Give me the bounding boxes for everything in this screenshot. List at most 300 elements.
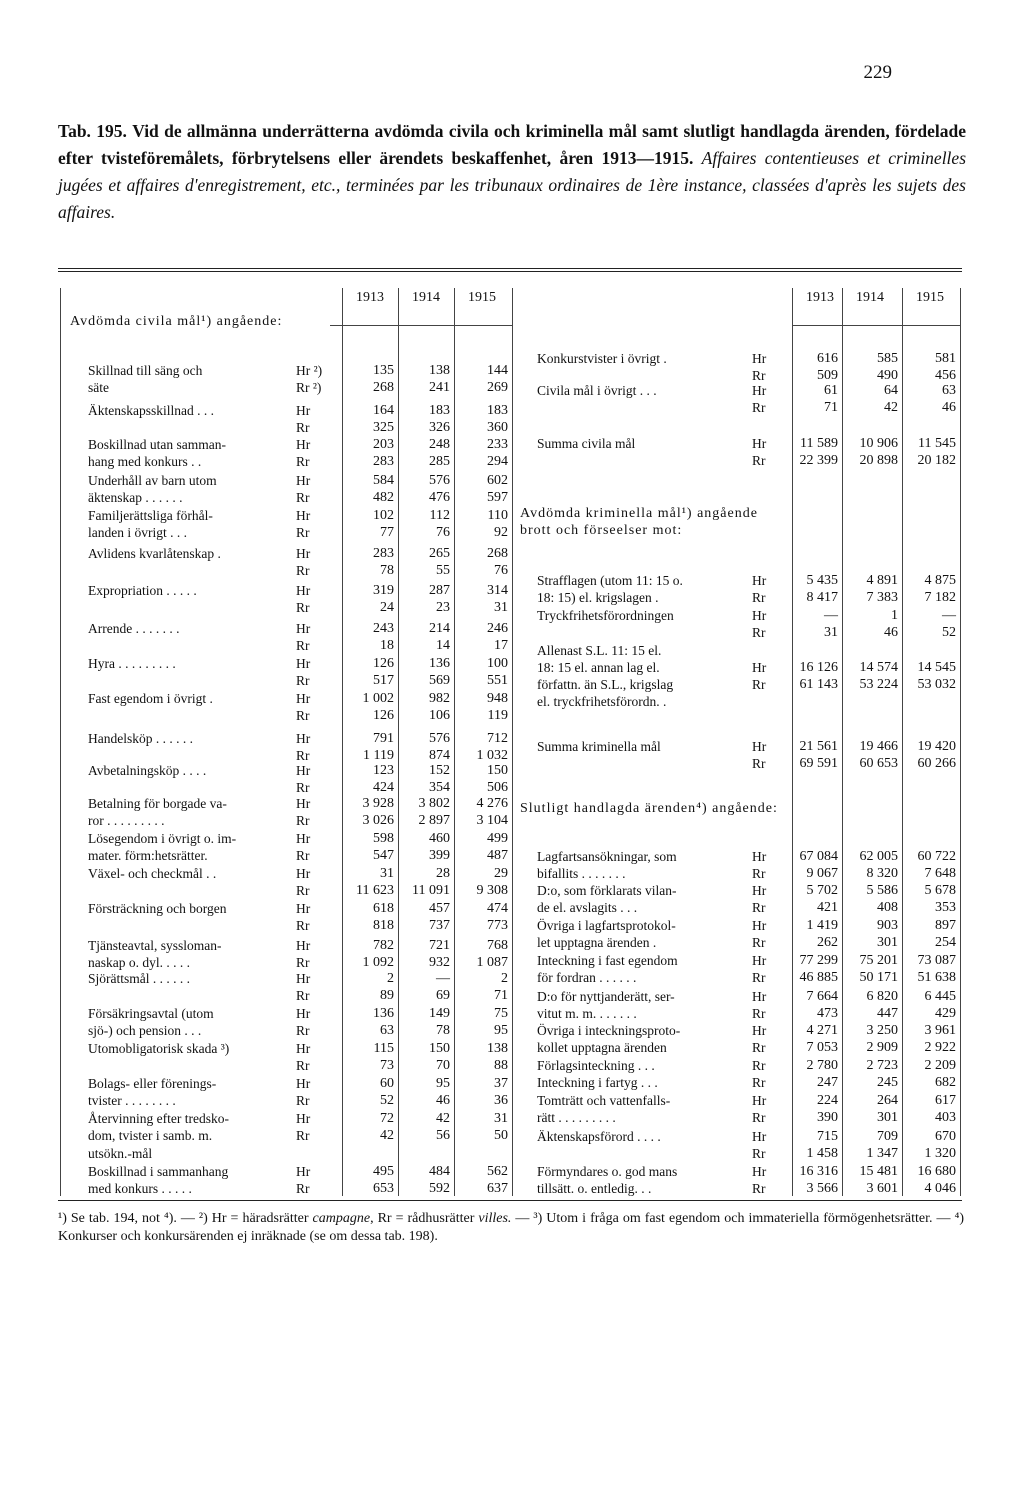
- matters-row-1-bracket-hr: Hr: [752, 849, 767, 864]
- left-row-13-value-1914-rr: 2 897: [418, 813, 450, 828]
- matters-row-10-bracket-rr: Rr: [752, 1181, 766, 1196]
- matters-row-3-bracket-rr: Rr: [752, 935, 766, 950]
- left-row-18-value-1914-rr: 69: [436, 988, 450, 1003]
- matters-row-8-bracket-rr: Rr: [752, 1110, 766, 1125]
- left-row-9-value-1914-hr: 136: [429, 656, 450, 671]
- left-row-16-value-1915-rr: 773: [487, 918, 508, 933]
- left-row-5-value-1913-hr: 102: [373, 508, 394, 523]
- left-row-6-label: Avlidens kvarlåtenskap .: [88, 546, 221, 561]
- criminal-row-4-value-1914-rr: 60 653: [859, 756, 898, 771]
- left-row-11-value-1915-rr: 1 032: [476, 748, 508, 763]
- matters-row-8-value-1913-rr: 390: [817, 1110, 838, 1125]
- matters-row-2-value-1915-hr: 5 678: [924, 883, 956, 898]
- criminal-row-1-bracket-rr: Rr: [752, 590, 766, 605]
- left-row-7-value-1913-hr: 319: [373, 583, 394, 598]
- left-row-17-label-2: naskap o. dyl. . . . .: [88, 955, 190, 970]
- matters-row-10-value-1913-rr: 3 566: [806, 1181, 838, 1196]
- matters-row-4-value-1913-rr: 46 885: [799, 970, 838, 985]
- matters-row-6-value-1913-rr: 7 053: [806, 1040, 838, 1055]
- left-row-21-label: Bolags- eller förenings-: [88, 1076, 217, 1091]
- left-header-rule: [330, 325, 512, 326]
- matters-row-3-value-1913-hr: 1 419: [806, 918, 838, 933]
- left-row-17-bracket-rr: Rr: [296, 955, 310, 970]
- matters-row-5-label: D:o för nyttjanderätt, ser-: [537, 989, 675, 1004]
- left-row-7-value-1914-rr: 23: [436, 600, 450, 615]
- left-row-16-value-1913-hr: 618: [373, 901, 394, 916]
- right-top-row-2-bracket-rr: Rr: [752, 400, 766, 415]
- matters-row-7-bracket-hr: Rr: [752, 1058, 766, 1073]
- matters-row-4-value-1915-rr: 51 638: [917, 970, 956, 985]
- left-row-8-value-1915-hr: 246: [487, 621, 508, 636]
- footnote-villes: villes.: [478, 1211, 512, 1226]
- left-row-7-value-1915-hr: 314: [487, 583, 508, 598]
- left-row-2-label: Äktenskapsskillnad . . .: [88, 403, 214, 418]
- matters-row-7-value-1914-rr: 245: [877, 1075, 898, 1090]
- criminal-row-2-value-1914-hr: 1: [891, 608, 898, 623]
- left-row-9-bracket-hr: Hr: [296, 656, 311, 671]
- left-row-14-bracket-rr: Rr: [296, 848, 310, 863]
- matters-row-2-value-1914-rr: 408: [877, 900, 898, 915]
- right-top-row-3-value-1915-hr: 11 545: [918, 436, 956, 451]
- left-row-14-value-1913-rr: 547: [373, 848, 394, 863]
- criminal-row-3-label-4: el. tryckfrihetsförordn. .: [537, 694, 667, 709]
- matters-row-9-value-1914-rr: 1 347: [866, 1146, 898, 1161]
- left-row-2-value-1914-hr: 183: [429, 403, 450, 418]
- left-row-20-value-1914-hr: 150: [429, 1041, 450, 1056]
- left-row-4-value-1915-hr: 602: [487, 473, 508, 488]
- criminal-row-1-label: Strafflagen (utom 11: 15 o.: [537, 573, 683, 588]
- left-row-4-value-1913-hr: 584: [373, 473, 394, 488]
- right-top-row-2-value-1914-hr: 64: [884, 383, 898, 398]
- matters-row-2-value-1913-rr: 421: [817, 900, 838, 915]
- left-row-20-bracket-rr: Rr: [296, 1058, 310, 1073]
- right-top-row-1-value-1913-rr: 509: [817, 368, 838, 383]
- left-row-1-value-1913-hr: 135: [373, 363, 394, 378]
- left-row-8-bracket-hr: Hr: [296, 621, 311, 636]
- right-top-row-3-bracket-rr: Rr: [752, 453, 766, 468]
- left-row-15-value-1913-hr: 31: [380, 866, 394, 881]
- left-row-3-bracket-hr: Hr: [296, 437, 311, 452]
- criminal-row-3-label: Allenast S.L. 11: 15 el.: [537, 643, 662, 658]
- matters-row-9-value-1915-hr: 670: [935, 1129, 956, 1144]
- left-row-23-bracket-rr: Rr: [296, 1181, 310, 1196]
- right-top-row-2-value-1915-rr: 46: [942, 400, 956, 415]
- footnote-3: — ³) Utom i fråga om fast egendom och immateriella förmögenhetsrätter. — ⁴) Konkurser och konkursärenden ej inräknade (se om dessa tab. 198).: [58, 1211, 965, 1244]
- right-top-row-3-value-1915-rr: 20 182: [917, 453, 956, 468]
- criminal-row-3-value-1913-rr: 61 143: [799, 677, 838, 692]
- matters-row-3-value-1915-hr: 897: [935, 918, 956, 933]
- left-row-6-value-1915-hr: 268: [487, 546, 508, 561]
- left-row-21-value-1913-rr: 52: [380, 1093, 394, 1108]
- matters-row-6-value-1915-hr: 3 961: [924, 1023, 956, 1038]
- left-row-17-value-1915-hr: 768: [487, 938, 508, 953]
- matters-row-4-bracket-rr: Rr: [752, 970, 766, 985]
- left-row-6-bracket-rr: Rr: [296, 563, 310, 578]
- left-row-12-bracket-rr: Rr: [296, 780, 310, 795]
- matters-row-10-label-2: tillsätt. o. entledig. . .: [537, 1181, 652, 1196]
- left-row-20-value-1913-hr: 115: [373, 1041, 394, 1056]
- left-year-header-1914: 1914: [412, 290, 440, 305]
- right-top-row-3-value-1913-rr: 22 399: [799, 453, 838, 468]
- left-row-18-bracket-rr: Rr: [296, 988, 310, 1003]
- left-row-15-value-1913-rr: 11 623: [356, 883, 394, 898]
- matters-row-4-value-1915-hr: 73 087: [917, 953, 956, 968]
- left-row-5-value-1914-hr: 112: [429, 508, 450, 523]
- left-row-22-label: Återvinning efter tredsko-: [88, 1111, 229, 1126]
- left-row-2-value-1913-rr: 325: [373, 420, 394, 435]
- criminal-row-1-value-1913-hr: 5 435: [806, 573, 838, 588]
- matters-row-7-label: Förlagsinteckning . . .: [537, 1058, 655, 1073]
- criminal-row-4-label: Summa kriminella mål: [537, 739, 661, 754]
- left-row-10-value-1914-rr: 106: [429, 708, 450, 723]
- left-row-12-value-1915-rr: 506: [487, 780, 508, 795]
- matters-row-6-bracket-rr: Rr: [752, 1040, 766, 1055]
- matters-row-7-label-2: Inteckning i fartyg . . .: [537, 1075, 658, 1090]
- left-row-19-bracket-rr: Rr: [296, 1023, 310, 1038]
- left-row-2-bracket-rr: Rr: [296, 420, 310, 435]
- left-row-15-bracket-hr: Hr: [296, 866, 311, 881]
- left-row-23-value-1914-rr: 592: [429, 1181, 450, 1196]
- left-row-19-value-1913-rr: 63: [380, 1023, 394, 1038]
- left-row-23-value-1913-hr: 495: [373, 1164, 394, 1179]
- left-row-3-value-1915-rr: 294: [487, 454, 508, 469]
- left-row-15-value-1915-rr: 9 308: [476, 883, 508, 898]
- criminal-row-4-value-1913-hr: 21 561: [799, 739, 838, 754]
- left-row-19-label-2: sjö-) och pension . . .: [88, 1023, 202, 1038]
- left-row-13-bracket-hr: Hr: [296, 796, 311, 811]
- left-row-21-value-1914-rr: 46: [436, 1093, 450, 1108]
- left-row-11-bracket-hr: Hr: [296, 731, 311, 746]
- right-year-header-1914: 1914: [856, 290, 884, 305]
- right-top-row-3-value-1914-hr: 10 906: [859, 436, 898, 451]
- left-row-13-label: Betalning för borgade va-: [88, 796, 227, 811]
- left-section-title: Avdömda civila mål¹) angående:: [70, 314, 283, 329]
- left-row-7-value-1913-rr: 24: [380, 600, 394, 615]
- matters-row-4-label-2: för fordran . . . . . .: [537, 970, 637, 985]
- left-row-22-label-2: dom, tvister i samb. m.: [88, 1128, 213, 1143]
- right-top-row-1-value-1914-hr: 585: [877, 351, 898, 366]
- left-row-10-bracket-rr: Rr: [296, 708, 310, 723]
- left-row-16-value-1915-hr: 474: [487, 901, 508, 916]
- left-row-14-value-1913-hr: 598: [373, 831, 394, 846]
- left-row-22-value-1914-hr: 42: [436, 1111, 450, 1126]
- left-row-12-value-1915-hr: 150: [487, 763, 508, 778]
- right-top-row-1-value-1915-rr: 456: [935, 368, 956, 383]
- right-top-row-3-value-1914-rr: 20 898: [859, 453, 898, 468]
- left-row-16-label: Försträckning och borgen: [88, 901, 227, 916]
- left-row-21-label-2: tvister . . . . . . . .: [88, 1093, 176, 1108]
- left-row-16-bracket-rr: Rr: [296, 918, 310, 933]
- criminal-row-2-value-1915-rr: 52: [942, 625, 956, 640]
- left-row-20-value-1914-rr: 70: [436, 1058, 450, 1073]
- matters-row-10-bracket-hr: Hr: [752, 1164, 767, 1179]
- matters-row-5-bracket-rr: Rr: [752, 1006, 766, 1021]
- matters-row-1-value-1913-rr: 9 067: [806, 866, 838, 881]
- criminal-row-4-value-1915-hr: 19 420: [917, 739, 956, 754]
- left-row-17-value-1914-rr: 932: [429, 955, 450, 970]
- matters-row-2-value-1915-rr: 353: [935, 900, 956, 915]
- left-row-3-value-1914-rr: 285: [429, 454, 450, 469]
- left-row-6-bracket-hr: Hr: [296, 546, 311, 561]
- left-row-3-label: Boskillnad utan samman-: [88, 437, 226, 452]
- left-row-13-value-1913-hr: 3 928: [362, 796, 394, 811]
- matters-row-10-value-1913-hr: 16 316: [799, 1164, 838, 1179]
- matters-row-6-value-1914-rr: 2 909: [866, 1040, 898, 1055]
- left-row-17-value-1915-rr: 1 087: [476, 955, 508, 970]
- left-row-10-value-1913-hr: 1 002: [362, 691, 394, 706]
- left-row-9-value-1915-rr: 551: [487, 673, 508, 688]
- matters-row-3-label-2: let upptagna ärenden .: [537, 935, 657, 950]
- left-row-9-value-1914-rr: 569: [429, 673, 450, 688]
- left-row-5-value-1915-hr: 110: [487, 508, 508, 523]
- criminal-row-1-value-1915-hr: 4 875: [924, 573, 956, 588]
- left-row-11-value-1913-rr: 1 119: [363, 748, 394, 763]
- right-top-row-1-bracket-rr: Rr: [752, 368, 766, 383]
- criminal-row-3-value-1913-hr: 16 126: [799, 660, 838, 675]
- left-row-8-value-1913-rr: 18: [380, 638, 394, 653]
- left-row-11-value-1914-rr: 874: [429, 748, 450, 763]
- matters-row-2-label-2: de el. avslagits . . .: [537, 900, 638, 915]
- matters-row-8-value-1915-hr: 617: [935, 1093, 956, 1108]
- right-top-row-2-value-1913-rr: 71: [824, 400, 838, 415]
- left-row-21-value-1915-rr: 36: [494, 1093, 508, 1108]
- right-header-rule: [792, 325, 960, 326]
- footnote-campagne: campagne: [312, 1211, 371, 1226]
- left-row-12-value-1914-rr: 354: [429, 780, 450, 795]
- left-row-2-value-1915-rr: 360: [487, 420, 508, 435]
- right-top-row-1-bracket-hr: Hr: [752, 351, 767, 366]
- matters-row-7-bracket-rr: Rr: [752, 1075, 766, 1090]
- left-row-15-value-1914-hr: 28: [436, 866, 450, 881]
- table-title-french: Affaires contentieuses et criminelles jugées et affaires d'enregistrement, etc., terminées par les tribunaux ordinaires de 1ère instance, classées d'après les sujets des affaires.: [58, 148, 967, 222]
- criminal-row-1-label-2: 18: 15) el. krigslagen .: [537, 590, 659, 605]
- matters-row-3-value-1915-rr: 254: [935, 935, 956, 950]
- criminal-row-2-value-1914-rr: 46: [884, 625, 898, 640]
- left-row-18-value-1915-rr: 71: [494, 988, 508, 1003]
- left-row-10-label: Fast egendom i övrigt .: [88, 691, 213, 706]
- left-row-16-value-1914-hr: 457: [429, 901, 450, 916]
- left-row-8-value-1914-hr: 214: [429, 621, 450, 636]
- criminal-row-3-value-1914-hr: 14 574: [859, 660, 898, 675]
- left-row-6-value-1914-rr: 55: [436, 563, 450, 578]
- left-row-2-value-1915-hr: 183: [487, 403, 508, 418]
- left-row-23-value-1915-rr: 637: [487, 1181, 508, 1196]
- matters-row-6-label: Övriga i inteckningsproto-: [537, 1023, 681, 1038]
- left-row-15-value-1915-hr: 29: [494, 866, 508, 881]
- left-row-13-value-1915-hr: 4 276: [476, 796, 508, 811]
- left-row-1-bracket-rr: Rr ²): [296, 380, 322, 395]
- left-row-1-value-1915-rr: 269: [487, 380, 508, 395]
- left-row-23-value-1914-hr: 484: [429, 1164, 450, 1179]
- left-row-1-value-1915-hr: 144: [487, 363, 508, 378]
- criminal-row-2-value-1915-hr: —: [942, 608, 956, 623]
- criminal-row-3-bracket-rr: Rr: [752, 677, 766, 692]
- matters-row-9-value-1915-rr: 1 320: [924, 1146, 956, 1161]
- matters-row-9-value-1914-hr: 709: [877, 1129, 898, 1144]
- left-row-15-label: Växel- och checkmål . .: [88, 866, 217, 881]
- criminal-row-1-value-1913-rr: 8 417: [806, 590, 838, 605]
- right-top-row-2-bracket-hr: Hr: [752, 383, 767, 398]
- left-row-21-bracket-hr: Hr: [296, 1076, 311, 1091]
- matters-row-8-value-1914-hr: 264: [877, 1093, 898, 1108]
- matters-row-5-bracket-hr: Hr: [752, 989, 767, 1004]
- criminal-row-3-value-1914-rr: 53 224: [859, 677, 898, 692]
- left-year-header-1913: 1913: [356, 290, 384, 305]
- left-row-19-bracket-hr: Hr: [296, 1006, 311, 1021]
- matters-row-10-value-1915-rr: 4 046: [924, 1181, 956, 1196]
- left-row-11-value-1913-hr: 791: [373, 731, 394, 746]
- left-row-17-value-1913-hr: 782: [373, 938, 394, 953]
- right-top-row-2-value-1914-rr: 42: [884, 400, 898, 415]
- criminal-row-2-bracket-hr: Hr: [752, 608, 767, 623]
- left-row-8-value-1915-rr: 17: [494, 638, 508, 653]
- right-col-sep-3: [960, 288, 961, 1196]
- left-row-7-value-1915-rr: 31: [494, 600, 508, 615]
- matters-row-9-bracket-hr: Hr: [752, 1129, 767, 1144]
- right-top-row-2-value-1915-hr: 63: [942, 383, 956, 398]
- matters-row-9-value-1913-rr: 1 458: [806, 1146, 838, 1161]
- table-title-swedish: Vid de allmänna underrätterna avdömda civila och kriminella mål samt slutligt handlagda ärenden, fördelade efter tvisteföremålets, förbrytelsens eller ärendets beskaffenhet, åren 1913—1915.: [58, 121, 966, 168]
- matters-row-6-value-1914-hr: 3 250: [866, 1023, 898, 1038]
- left-row-19-value-1913-hr: 136: [373, 1006, 394, 1021]
- left-row-3-value-1913-rr: 283: [373, 454, 394, 469]
- matters-row-4-value-1913-hr: 77 299: [799, 953, 838, 968]
- left-row-16-value-1914-rr: 737: [429, 918, 450, 933]
- matters-row-9-label: Äktenskapsförord . . . .: [537, 1129, 661, 1144]
- criminal-row-2-bracket-rr: Rr: [752, 625, 766, 640]
- left-row-5-label: Familjerättsliga förhål-: [88, 508, 213, 523]
- left-row-20-label: Utomobligatorisk skada ³): [88, 1041, 230, 1056]
- right-top-row-1-value-1915-hr: 581: [935, 351, 956, 366]
- left-row-8-value-1914-rr: 14: [436, 638, 450, 653]
- matters-row-5-value-1913-hr: 7 664: [806, 989, 838, 1004]
- footnotes: [58, 1210, 964, 1246]
- left-row-20-value-1913-rr: 73: [380, 1058, 394, 1073]
- left-row-21-bracket-rr: Rr: [296, 1093, 310, 1108]
- footnote-2: , Rr = rådhusrätter: [370, 1211, 475, 1226]
- footnote-1: ¹) Se tab. 194, not ⁴). — ²) Hr = häradsrätter: [58, 1211, 309, 1226]
- criminal-row-4-value-1914-hr: 19 466: [859, 739, 898, 754]
- matters-row-1-value-1915-rr: 7 648: [924, 866, 956, 881]
- left-row-7-value-1914-hr: 287: [429, 583, 450, 598]
- left-row-20-bracket-hr: Hr: [296, 1041, 311, 1056]
- left-row-11-value-1914-hr: 576: [429, 731, 450, 746]
- left-row-3-bracket-rr: Rr: [296, 454, 310, 469]
- criminal-row-3-value-1915-hr: 14 545: [917, 660, 956, 675]
- left-row-9-value-1913-hr: 126: [373, 656, 394, 671]
- left-row-4-value-1913-rr: 482: [373, 490, 394, 505]
- left-row-3-value-1913-hr: 203: [373, 437, 394, 452]
- left-row-15-bracket-rr: Rr: [296, 883, 310, 898]
- left-row-14-bracket-hr: Hr: [296, 831, 311, 846]
- left-row-1-value-1914-rr: 241: [429, 380, 450, 395]
- left-row-20-value-1915-hr: 138: [487, 1041, 508, 1056]
- left-row-19-value-1915-hr: 75: [494, 1006, 508, 1021]
- left-row-10-value-1915-rr: 119: [487, 708, 508, 723]
- left-row-11-bracket-rr: Rr: [296, 748, 310, 763]
- matters-row-6-value-1913-hr: 4 271: [806, 1023, 838, 1038]
- criminal-row-3-label-3: författn. än S.L., krigslag: [537, 677, 674, 692]
- left-row-21-value-1913-hr: 60: [380, 1076, 394, 1091]
- left-row-9-bracket-rr: Rr: [296, 673, 310, 688]
- right-year-header-1915: 1915: [916, 290, 944, 305]
- right-top-row-1-label: Konkurstvister i övrigt .: [537, 351, 667, 366]
- matters-row-2-bracket-rr: Rr: [752, 900, 766, 915]
- matters-section-title: Slutligt handlagda ärenden⁴) angående:: [520, 801, 778, 816]
- left-row-6-value-1915-rr: 76: [494, 563, 508, 578]
- criminal-row-1-value-1914-rr: 7 383: [866, 590, 898, 605]
- left-row-23-value-1913-rr: 653: [373, 1181, 394, 1196]
- left-row-22-value-1913-hr: 72: [380, 1111, 394, 1126]
- left-year-header-1915: 1915: [468, 290, 496, 305]
- criminal-row-1-value-1915-rr: 7 182: [924, 590, 956, 605]
- matters-row-3-bracket-hr: Hr: [752, 918, 767, 933]
- left-row-4-label-2: äktenskap . . . . . .: [88, 490, 183, 505]
- left-row-12-value-1913-rr: 424: [373, 780, 394, 795]
- left-row-5-value-1915-rr: 92: [494, 525, 508, 540]
- matters-row-9-bracket-rr: Rr: [752, 1146, 766, 1161]
- left-row-23-bracket-hr: Hr: [296, 1164, 311, 1179]
- criminal-row-2-label: Tryckfrihetsförordningen: [537, 608, 674, 623]
- matters-row-6-value-1915-rr: 2 922: [924, 1040, 956, 1055]
- criminal-row-1-value-1914-hr: 4 891: [866, 573, 898, 588]
- left-row-4-label: Underhåll av barn utom: [88, 473, 217, 488]
- left-row-5-value-1913-rr: 77: [380, 525, 394, 540]
- matters-row-8-label: Tomträtt och vattenfalls-: [537, 1093, 671, 1108]
- left-row-22-value-1915-rr: 50: [494, 1128, 508, 1143]
- left-row-19-value-1914-hr: 149: [429, 1006, 450, 1021]
- matters-row-1-value-1914-hr: 62 005: [859, 849, 898, 864]
- left-row-18-value-1915-hr: 2: [501, 971, 508, 986]
- page-number: 229: [863, 62, 892, 83]
- right-top-row-3-label: Summa civila mål: [537, 436, 636, 451]
- matters-row-5-value-1914-hr: 6 820: [866, 989, 898, 1004]
- left-row-22-value-1913-rr: 42: [380, 1128, 394, 1143]
- left-row-13-bracket-rr: Rr: [296, 813, 310, 828]
- left-row-6-value-1913-hr: 283: [373, 546, 394, 561]
- matters-row-7-value-1914-hr: 2 723: [866, 1058, 898, 1073]
- left-row-20-value-1915-rr: 88: [494, 1058, 508, 1073]
- left-row-1-value-1914-hr: 138: [429, 363, 450, 378]
- matters-row-4-value-1914-rr: 50 171: [859, 970, 898, 985]
- left-row-10-value-1913-rr: 126: [373, 708, 394, 723]
- left-row-14-value-1915-hr: 499: [487, 831, 508, 846]
- left-row-19-value-1914-rr: 78: [436, 1023, 450, 1038]
- left-row-10-value-1915-hr: 948: [487, 691, 508, 706]
- matters-row-7-value-1915-rr: 682: [935, 1075, 956, 1090]
- matters-row-5-value-1914-rr: 447: [877, 1006, 898, 1021]
- left-row-4-value-1915-rr: 597: [487, 490, 508, 505]
- left-row-21-value-1914-hr: 95: [436, 1076, 450, 1091]
- left-row-1-label-2: säte: [88, 380, 109, 395]
- matters-row-8-bracket-hr: Hr: [752, 1093, 767, 1108]
- left-row-1-label: Skillnad till säng och: [88, 363, 203, 378]
- left-row-14-value-1914-hr: 460: [429, 831, 450, 846]
- left-outer-border: [60, 288, 61, 1196]
- left-row-4-bracket-hr: Hr: [296, 473, 311, 488]
- left-row-3-value-1915-hr: 233: [487, 437, 508, 452]
- left-row-1-bracket-hr: Hr ²): [296, 363, 323, 378]
- left-row-23-value-1915-hr: 562: [487, 1164, 508, 1179]
- matters-row-2-value-1913-hr: 5 702: [806, 883, 838, 898]
- criminal-row-4-bracket-hr: Hr: [752, 739, 767, 754]
- left-row-2-bracket-hr: Hr: [296, 403, 311, 418]
- left-row-18-value-1913-rr: 89: [380, 988, 394, 1003]
- right-top-row-3-value-1913-hr: 11 589: [800, 436, 838, 451]
- left-row-12-label: Avbetalningsköp . . . .: [88, 763, 207, 778]
- matters-row-9-value-1913-hr: 715: [817, 1129, 838, 1144]
- criminal-row-4-value-1915-rr: 60 266: [917, 756, 956, 771]
